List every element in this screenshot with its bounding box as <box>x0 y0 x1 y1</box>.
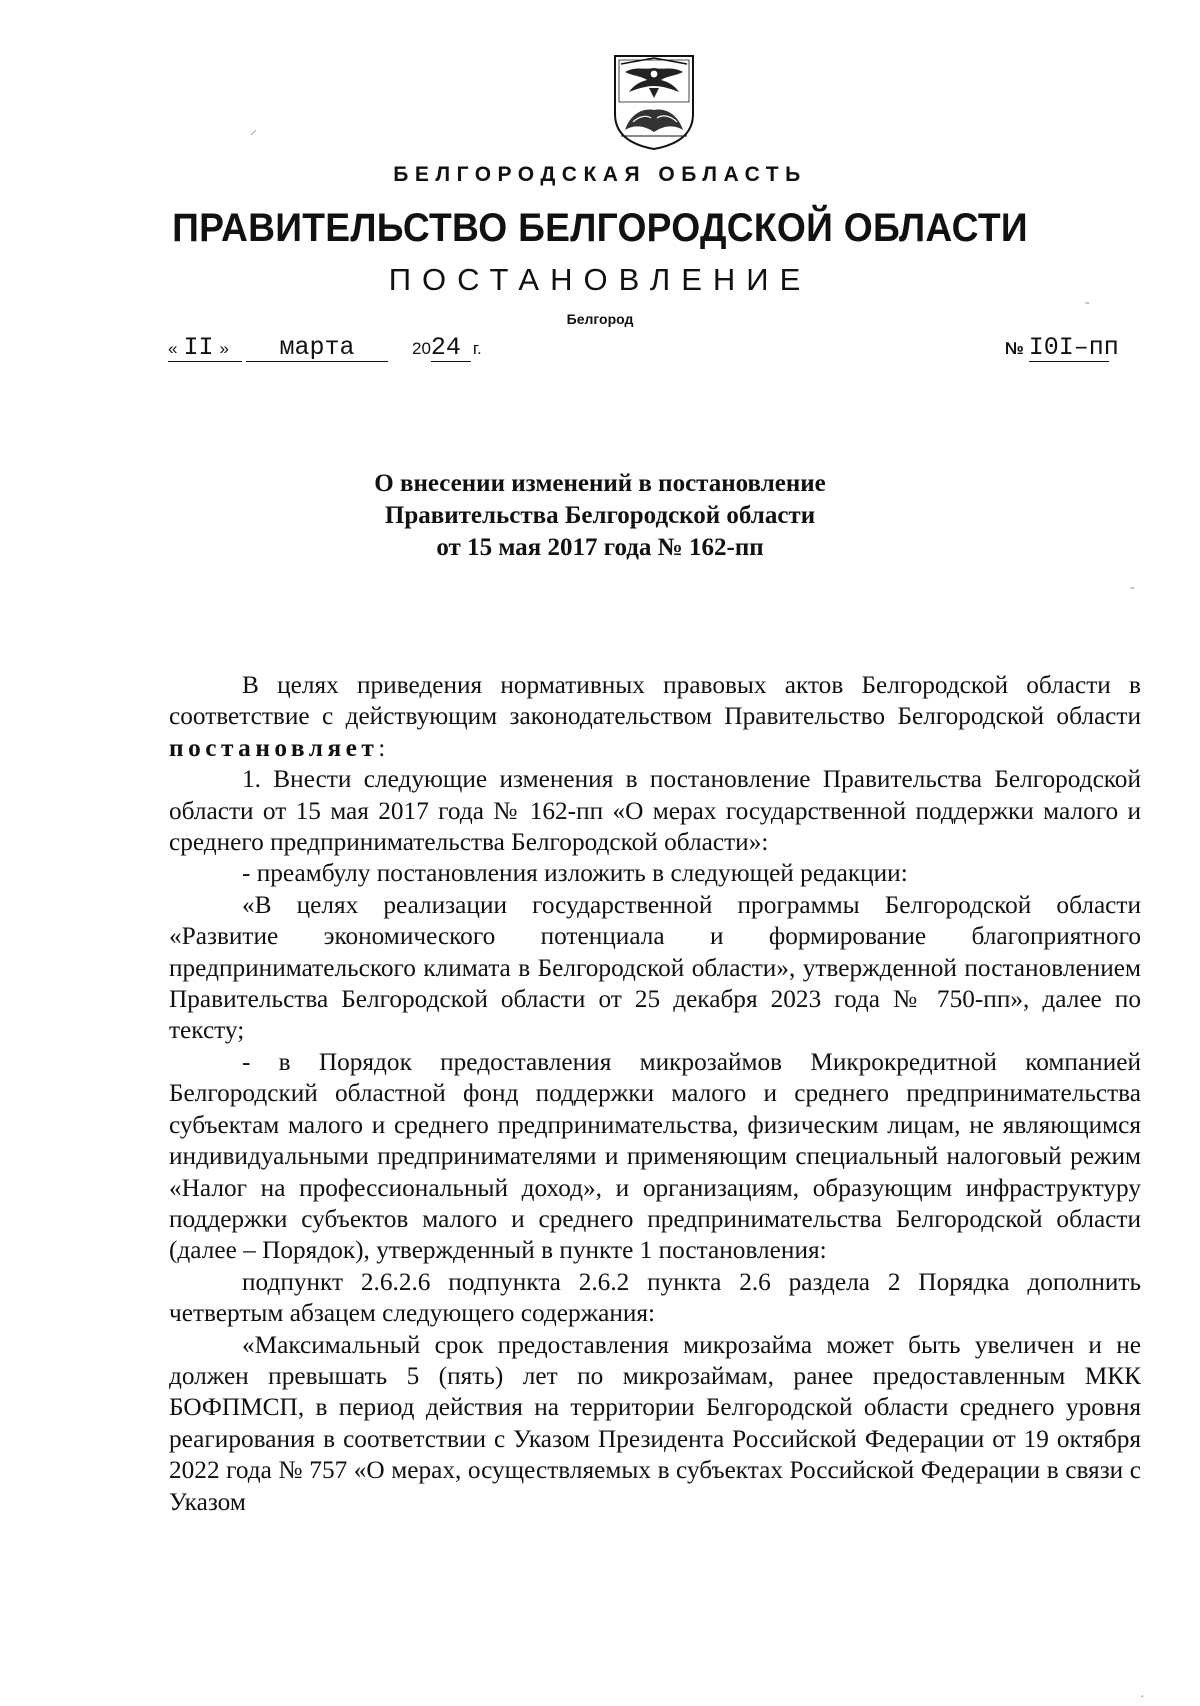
document-date: « II » марта 2024 г. <box>168 333 482 362</box>
paragraph-new-text: «Максимальный срок предоставления микрозайма может быть увеличен и не должен превышать 5 (пять) лет по микрозаймам, ранее предоставленным МКК БОФПМСП, в период действия на территории Белгородской области среднего уровня реагирования в соответствии с Указом Президента Российской Федерации от 19 октября 2022 года № 757 «О мерах, осуществляемых в субъектах Российской Федерации в связи с Указом <box>169 1330 1141 1516</box>
date-month-field: марта <box>246 336 388 362</box>
city-name: Белгород <box>566 311 634 327</box>
document-title <box>0 468 1200 564</box>
title-line: Правительства Белгородской области <box>384 502 816 529</box>
resolves-word: постановляет <box>169 733 379 762</box>
number-field: I0I–пп <box>1028 333 1119 362</box>
date-day-field: « II » <box>168 336 242 362</box>
scan-mark: - <box>1130 580 1135 595</box>
paragraph-item-1: 1. Внести следующие изменения в постановление Правительства Белгородской области от 15 мая 2017 года № 162-пп «О мерах государственной поддержки малого и среднего предпринимательства Белгородской области»: <box>169 765 1141 857</box>
region-name: БЕЛГОРОДСКАЯ ОБЛАСТЬ <box>393 163 807 186</box>
paragraph-subclause: подпункт 2.6.2.6 подпункта 2.6.2 пункта 2.6 раздела 2 Порядка дополнить четвертым абзацем следующего содержания: <box>169 1267 1141 1328</box>
document-body <box>169 670 1141 1518</box>
scan-mark: · <box>1140 1690 1145 1705</box>
document-number: № I0I–пп <box>1005 333 1119 362</box>
document-type: ПОСТАНОВЛЕНИЕ <box>388 262 812 297</box>
paragraph-new-preamble: «В целях реализации государственной программы Белгородской области «Развитие экономического потенциала и формирование благоприятного предпринимательского климата в Белгородской области», утвержденной постановлением Правительства Белгородской области от 25 декабря 2023 года № 750-пп», далее по тексту; <box>169 890 1141 1045</box>
paragraph-preamble-change: - преамбулу постановления изложить в следующей редакции: <box>242 859 908 888</box>
government-name: ПРАВИТЕЛЬСТВО БЕЛГОРОДСКОЙ ОБЛАСТИ <box>172 206 1028 250</box>
title-line: от 15 мая 2017 года № 162-пп <box>436 534 764 561</box>
scan-mark: ⸝ <box>250 123 257 138</box>
title-line: О внесении изменений в постановление <box>374 470 826 497</box>
paragraph-procedure: - в Порядок предоставления микрозаймов Микрокредитной компанией Белгородский областной фонд поддержки малого и среднего предпринимательства субъектам малого и среднего предпринимательства, физическим лицам, не являющимся индивидуальными предпринимателями и применяющим специальный налоговый режим «Налог на профессиональный доход», и организациям, образующим инфраструктуру поддержки субъектов малого и среднего предпринимательства Белгородской области (далее – Порядок), утвержденный в пункте 1 постановления: <box>169 1047 1141 1265</box>
paragraph-preamble: В целях приведения нормативных правовых актов Белгородской области в соответствие с действующим законодательством Правительство Белгородской области постановляет: <box>169 671 1141 762</box>
scan-mark: ‐ <box>1085 295 1090 310</box>
belgorod-coat-of-arms-icon <box>611 52 697 152</box>
date-year-field: 24 <box>431 336 471 362</box>
